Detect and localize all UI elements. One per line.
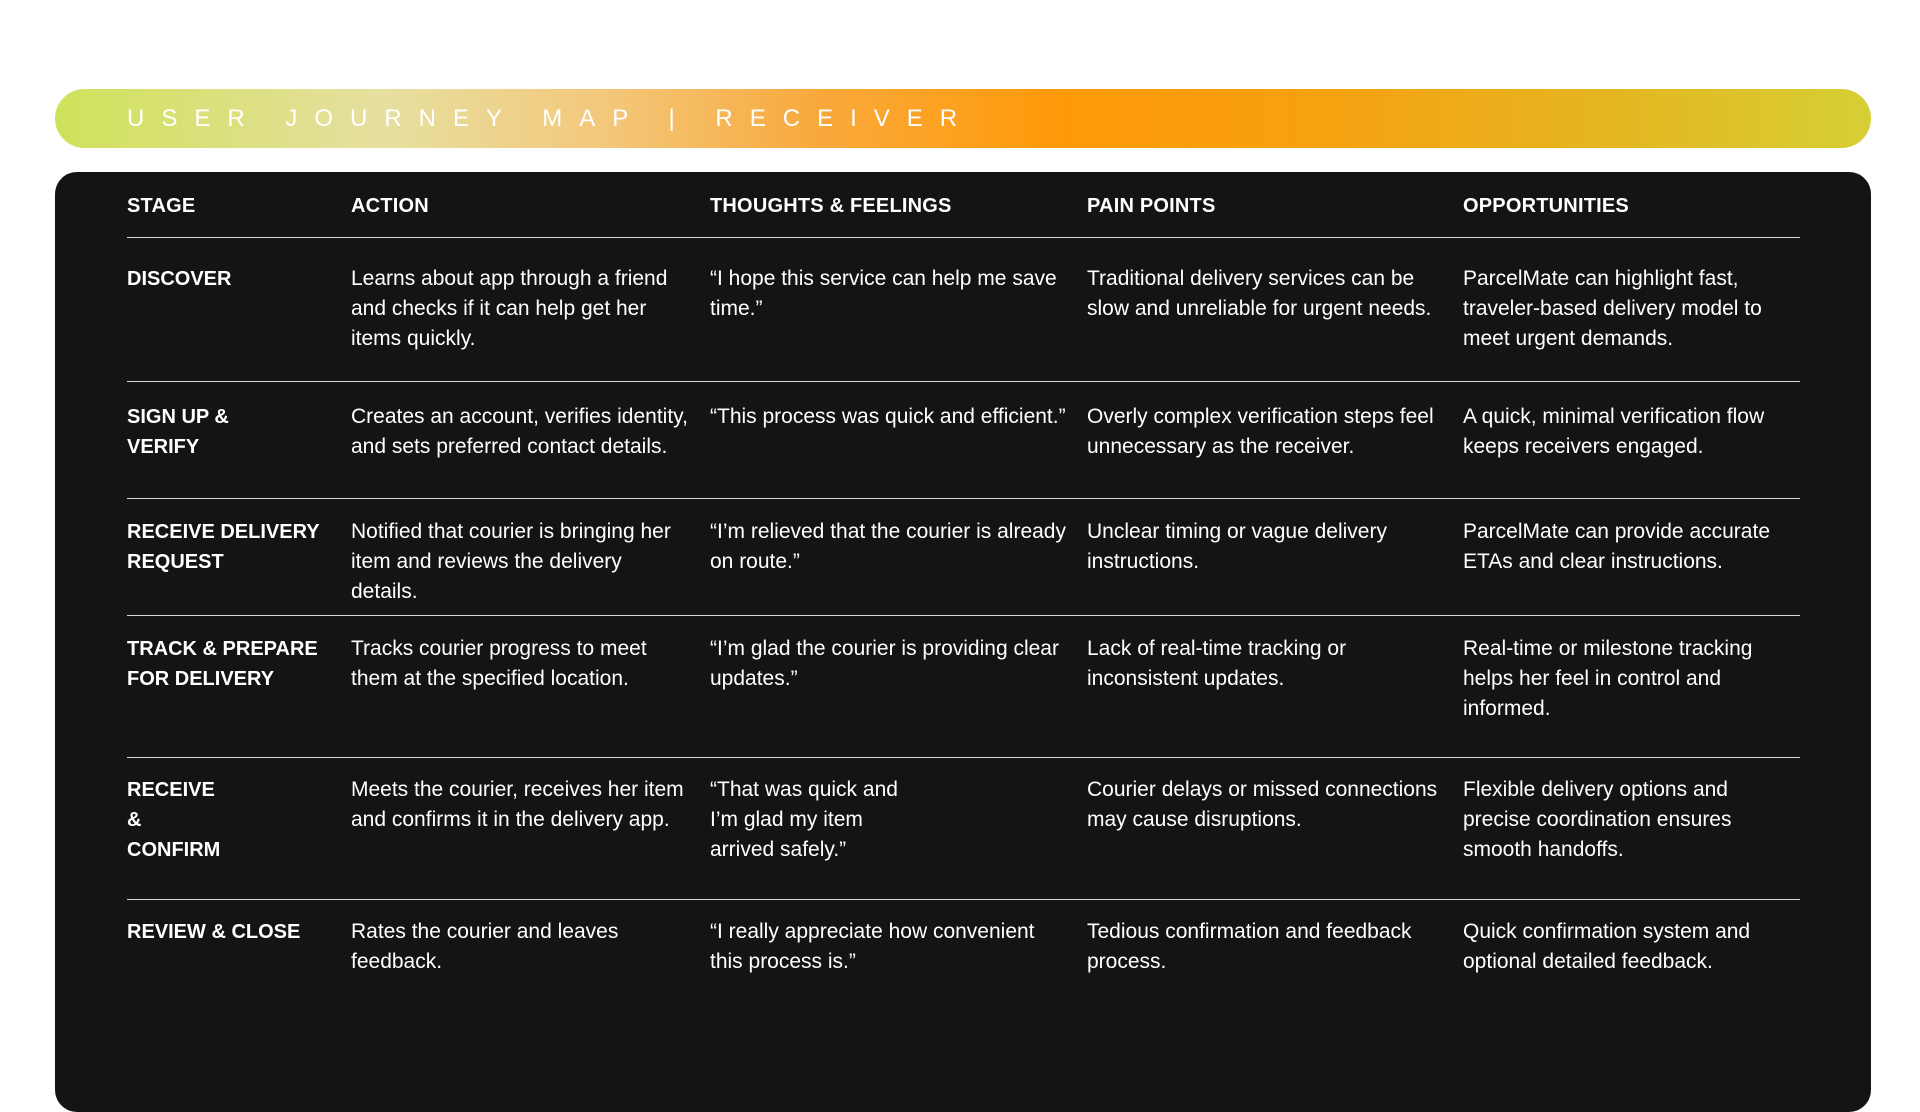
stage-cell: REVIEW & CLOSE	[127, 921, 301, 943]
thoughts-cell: “I’m glad the courier is providing clear updates.”	[710, 637, 1059, 690]
action-cell: Creates an account, verifies identity, and sets preferred contact details.	[351, 405, 688, 458]
pain-cell: Traditional delivery services can be slow and unreliable for urgent needs.	[1087, 267, 1432, 320]
header-opportunities: OPPORTUNITIES	[1463, 195, 1629, 217]
page-title: USER JOURNEY MAP | RECEIVER	[127, 104, 975, 132]
action-cell: Rates the courier and leaves feedback.	[351, 920, 619, 973]
title-banner	[55, 89, 1871, 148]
header-pain-points: PAIN POINTS	[1087, 195, 1216, 217]
journey-table	[127, 172, 1800, 1020]
thoughts-cell: “I really appreciate how convenient this process is.”	[710, 920, 1035, 973]
table-row	[127, 238, 1800, 382]
stage-cell: SIGN UP & VERIFY	[127, 406, 229, 458]
header-action: ACTION	[351, 195, 429, 217]
pain-cell: Courier delays or missed connections may cause disruptions.	[1087, 778, 1438, 831]
table-row	[127, 758, 1800, 900]
header-thoughts: THOUGHTS & FEELINGS	[710, 195, 952, 217]
pain-cell: Lack of real-time tracking or inconsistent updates.	[1087, 637, 1347, 690]
stage-cell: DISCOVER	[127, 268, 232, 290]
thoughts-cell: “That was quick and I’m glad my item arrived safely.”	[710, 778, 898, 861]
action-cell: Learns about app through a friend and checks if it can help get her items quickly.	[351, 267, 668, 350]
opportunities-cell: ParcelMate can provide accurate ETAs and clear instructions.	[1463, 520, 1770, 573]
pain-cell: Overly complex verification steps feel unnecessary as the receiver.	[1087, 405, 1434, 458]
table-row	[127, 616, 1800, 758]
opportunities-cell: Real-time or milestone tracking helps her feel in control and informed.	[1463, 637, 1753, 720]
opportunities-cell: Quick confirmation system and optional detailed feedback.	[1463, 920, 1751, 973]
action-cell: Notified that courier is bringing her item and reviews the delivery details.	[351, 520, 671, 603]
action-cell: Tracks courier progress to meet them at the specified location.	[351, 637, 647, 690]
table-row	[127, 382, 1800, 499]
stage-cell: TRACK & PREPARE FOR DELIVERY	[127, 638, 318, 690]
table-header-row	[127, 172, 1800, 238]
journey-map-panel	[55, 172, 1871, 1112]
pain-cell: Tedious confirmation and feedback process.	[1087, 920, 1412, 973]
thoughts-cell: “This process was quick and efficient.”	[710, 405, 1066, 428]
pain-cell: Unclear timing or vague delivery instructions.	[1087, 520, 1387, 573]
opportunities-cell: Flexible delivery options and precise coordination ensures smooth handoffs.	[1463, 778, 1732, 861]
table-row	[127, 499, 1800, 616]
header-stage: STAGE	[127, 195, 196, 217]
stage-cell: RECEIVE DELIVERY REQUEST	[127, 521, 320, 573]
opportunities-cell: ParcelMate can highlight fast, traveler-based delivery model to meet urgent demands.	[1463, 267, 1762, 350]
thoughts-cell: “I hope this service can help me save time.”	[710, 267, 1057, 320]
stage-cell: RECEIVE & CONFIRM	[127, 779, 221, 861]
opportunities-cell: A quick, minimal verification flow keeps receivers engaged.	[1463, 405, 1765, 458]
action-cell: Meets the courier, receives her item and confirms it in the delivery app.	[351, 778, 684, 831]
thoughts-cell: “I’m relieved that the courier is already on route.”	[710, 520, 1066, 573]
table-row	[127, 900, 1800, 1020]
